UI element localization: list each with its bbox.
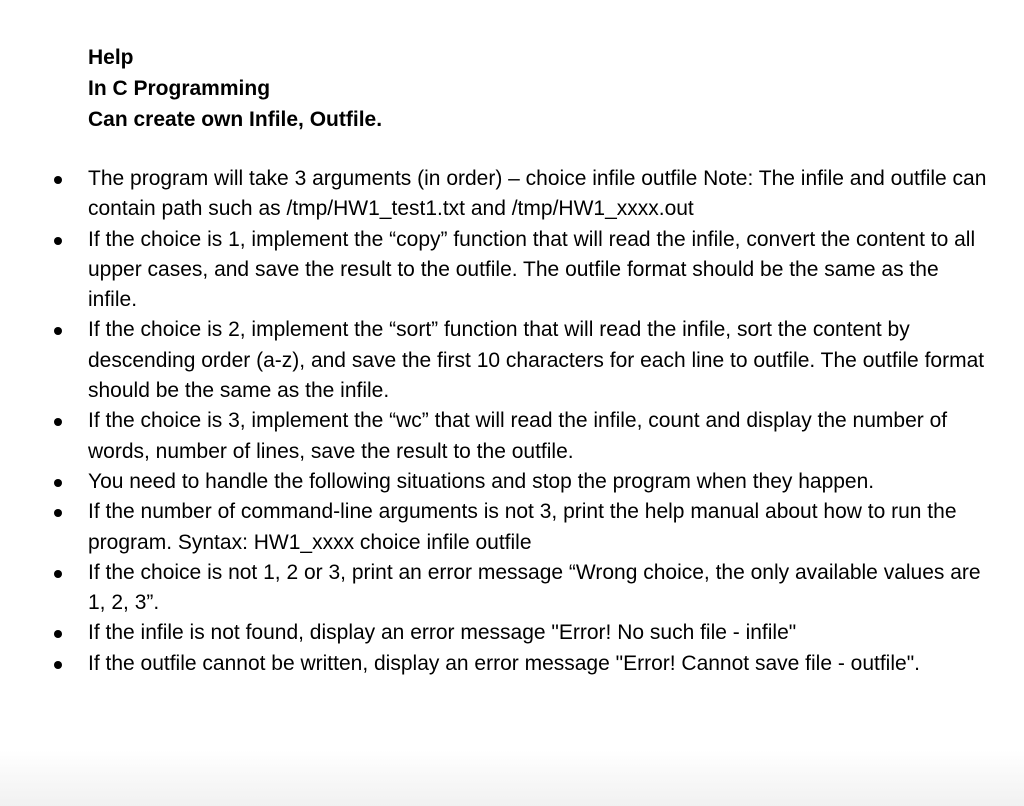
bullet-icon: [54, 570, 62, 578]
list-item: [88, 618, 993, 648]
bullet-icon: [54, 327, 62, 335]
list-item-text: If the choice is not 1, 2 or 3, print an error message “Wrong choice, the only available values are 1, 2, 3”.: [88, 560, 981, 615]
list-item-text: You need to handle the following situations and stop the program when they happen.: [88, 469, 875, 493]
list-item-text: If the choice is 3, implement the “wc” that will read the infile, count and display the number of words, number of lines, save the result to the outfile.: [88, 409, 948, 463]
bullet-icon: [54, 661, 62, 669]
list-item: [88, 649, 993, 679]
list-item: [88, 164, 993, 225]
bullet-icon: [54, 630, 62, 638]
heading-help: Help: [88, 46, 134, 69]
heading-note: Can create own Infile, Outfile.: [88, 108, 383, 131]
list-item: [88, 315, 993, 406]
list-item-text: If the choice is 1, implement the “copy” function that will read the infile, convert the content to all upper cases, and save the result to the outfile. The outfile format should be the same as the infile.: [88, 227, 976, 312]
bullet-icon: [54, 418, 62, 426]
document-heading: [88, 42, 382, 135]
list-item-text: If the choice is 2, implement the “sort” function that will read the infile, sort the content by descending order (a-z), and save the first 10 characters for each line to outfile. The outfile format should be the same as the infile.: [88, 318, 985, 403]
requirements-list: [88, 164, 993, 679]
list-item-text: If the outfile cannot be written, display an error message "Error! Cannot save file - outfile".: [88, 651, 920, 675]
list-item: [88, 406, 993, 467]
bullet-icon: [54, 479, 62, 487]
heading-language: In C Programming: [88, 77, 271, 100]
list-item: [88, 558, 993, 619]
bullet-icon: [54, 176, 62, 184]
page-bottom-shadow: [0, 750, 1024, 806]
list-item: [88, 467, 993, 497]
list-item-text: The program will take 3 arguments (in order) – choice infile outfile Note: The infile and outfile can contain path such as /tmp/HW1_test1.txt and /tmp/HW1_xxxx.out: [88, 167, 987, 221]
list-item: [88, 225, 993, 316]
list-item: [88, 497, 993, 558]
list-item-text: If the number of command-line arguments is not 3, print the help manual about how to run the program. Syntax: HW1_xxxx choice infile outfile: [88, 500, 957, 554]
bullet-icon: [54, 237, 62, 245]
bullet-icon: [54, 509, 62, 517]
list-item-text: If the infile is not found, display an error message "Error! No such file - infile": [88, 621, 797, 645]
